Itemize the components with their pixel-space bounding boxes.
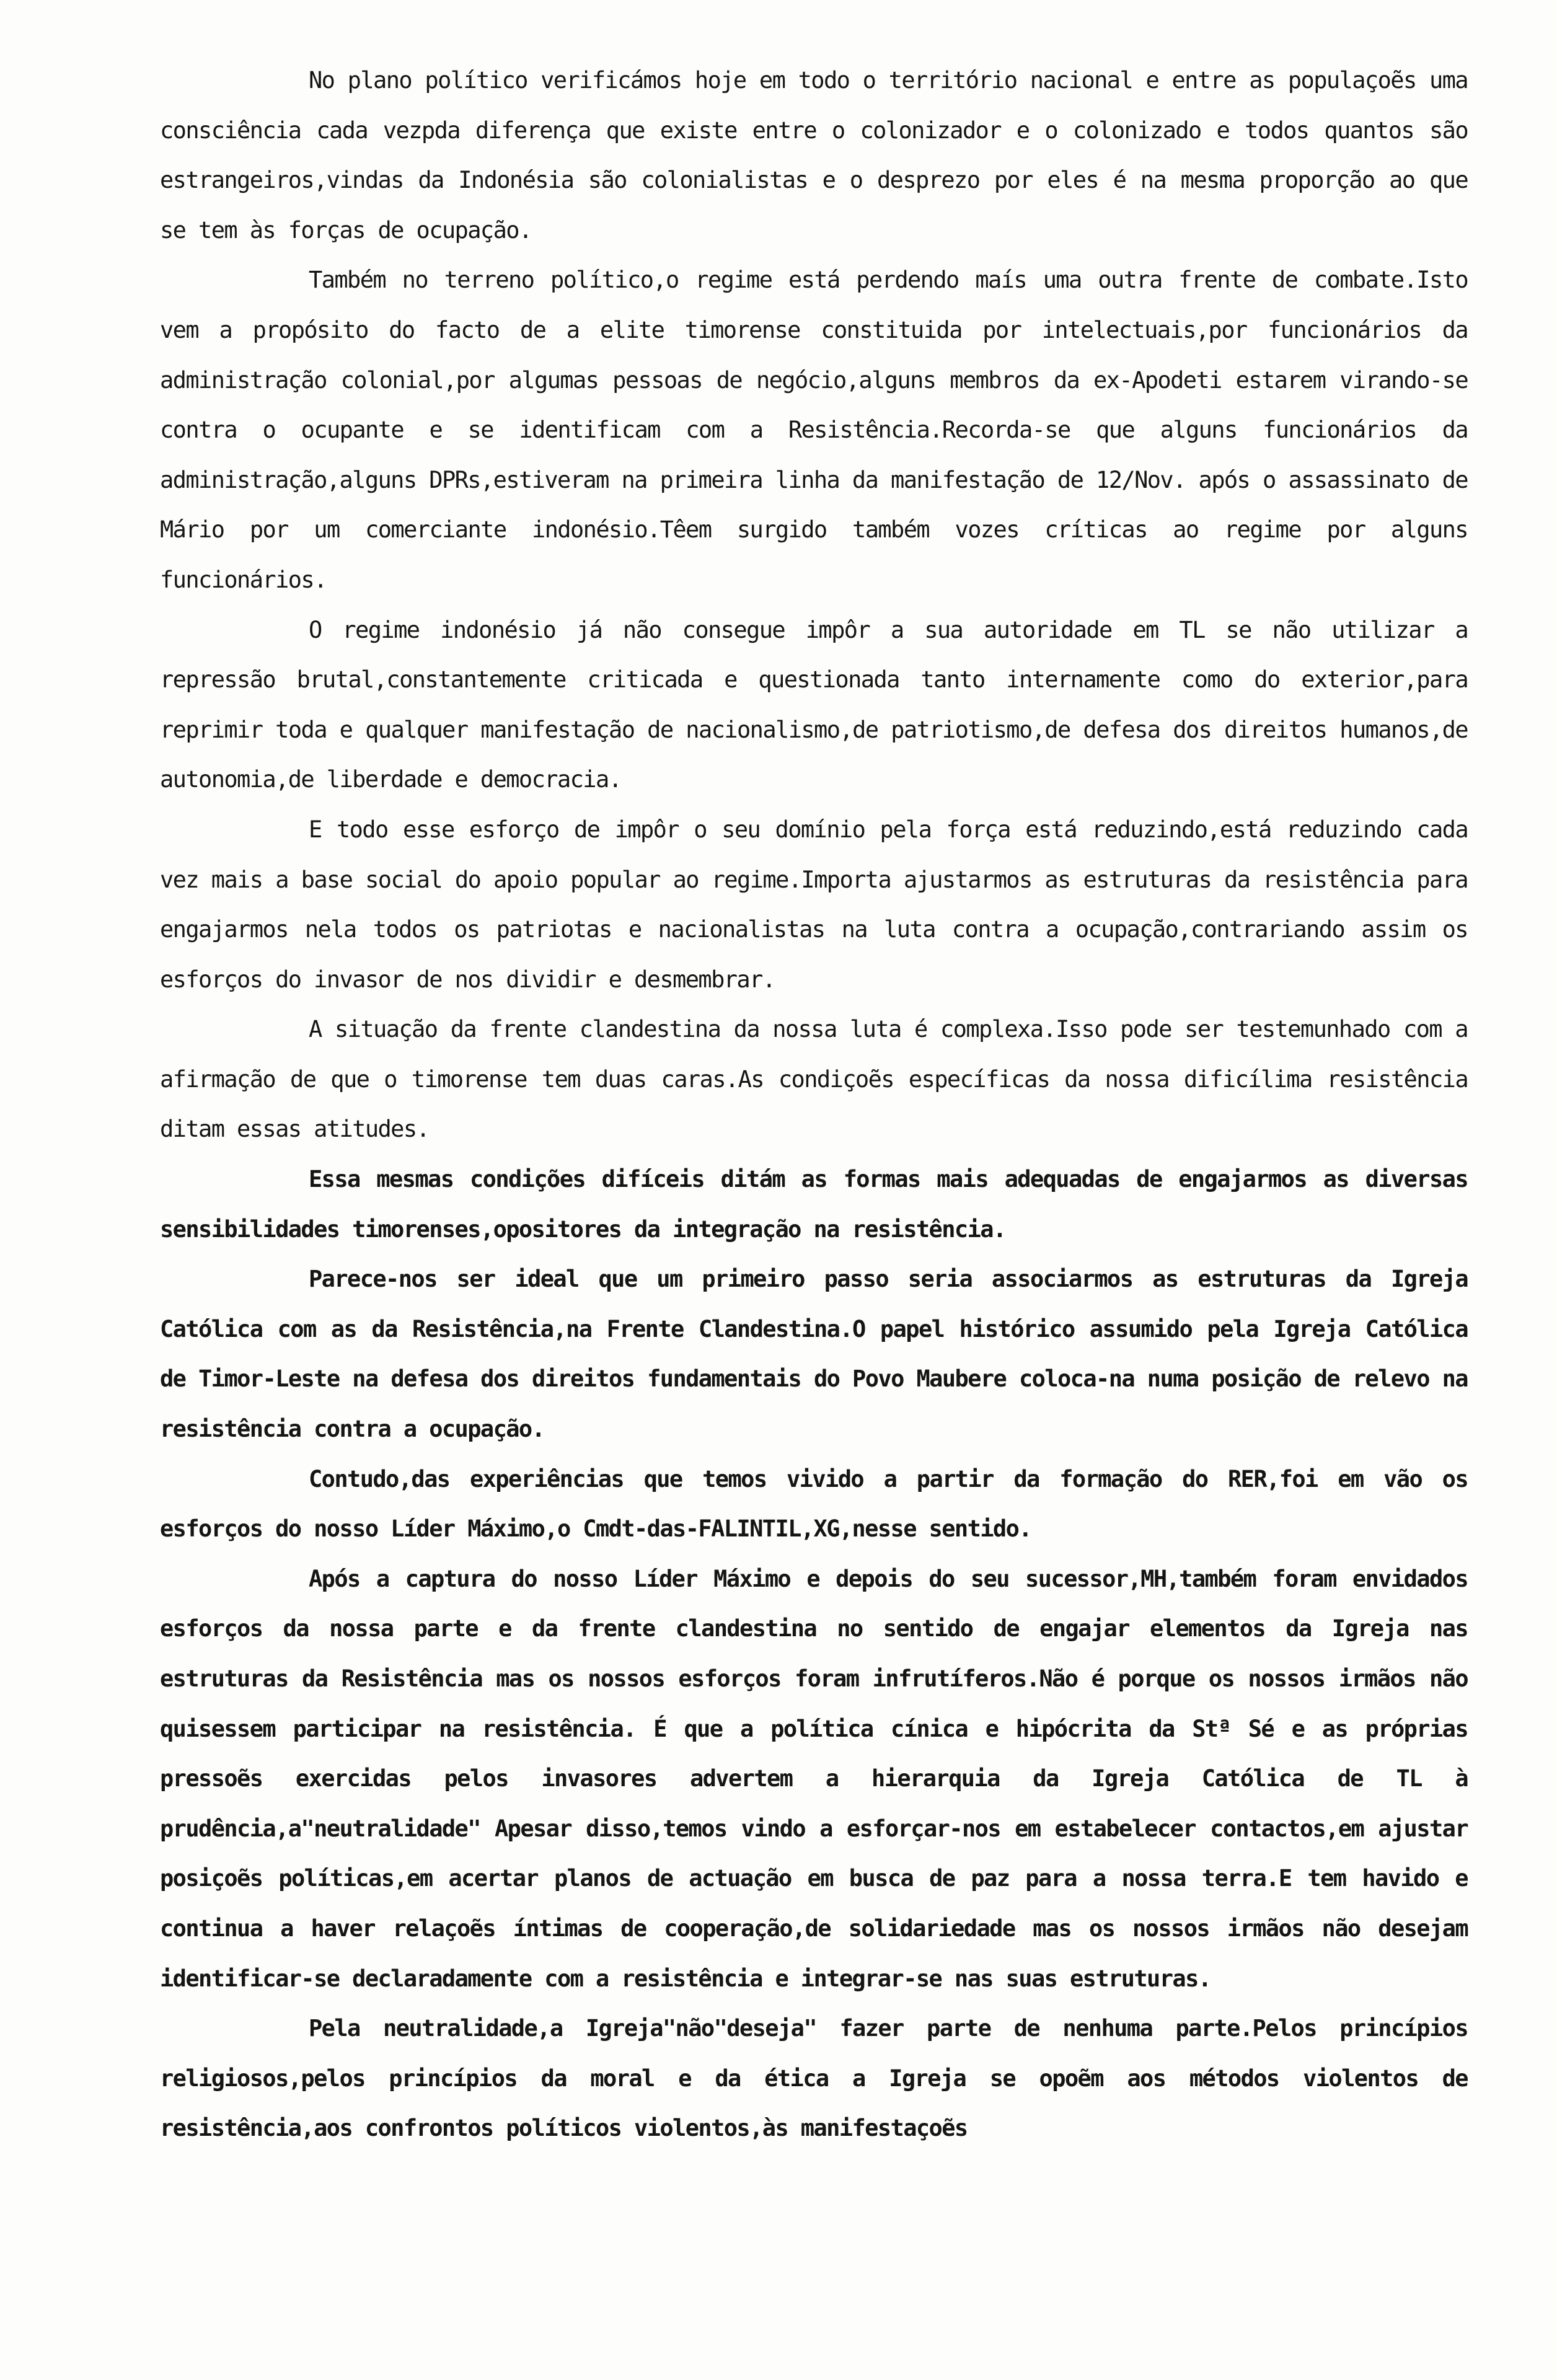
paragraph-neutrality: Pela neutralidade,a Igreja"não"deseja" fazer parte de nenhuma parte.Pelos princípios religiosos,pelos princípios da moral e da ética a Igreja se opoẽm aos métodos violentos de resistência,aos confrontos políticos violentos,às manifestaçoẽs (160, 2015, 1468, 2142)
paragraph-repression: O regime indonésio já não consegue impôr a sua autoridade em TL se não utilizar a repressão brutal,constantemente criticada e questionada tanto internamente como do exterior,para reprimir toda e qualquer manifestação de nacionalismo,de patriotismo,de defesa dos direitos humanos,de autonomia,de liberdade e democracia. (160, 616, 1468, 793)
paragraph-social-base: E todo esse esforço de impôr o seu domínio pela força está reduzindo,está reduzindo cada vez mais a base social do apoio popular ao regime.Importa ajustarmos as estruturas da resistência para engajarmos nela todos os patriotas e nacionalistas na luta contra a ocupação,contrariando assim os esforços do invasor de nos dividir e desmembrar. (160, 816, 1468, 993)
paragraph-elite-turning: Também no terreno político,o regime está perdendo maís uma outra frente de combate.Isto vem a propósito do facto de a elite timorense constituida por intelectuais,por funcionários da administração colonial,por algumas pessoas de negócio,alguns membros da ex-Apodeti estarem virando-se contra o ocupante e se identificam com a Resistência.Recorda-se que alguns funcionários da administração,alguns DPRs,estiveram na primeira linha da manifestação de 12/Nov. após o assassinato de Mário por um comerciante indonésio.Têem surgido também vozes críticas ao regime por alguns funcionários. (160, 267, 1468, 593)
paragraph-rer-experience: Contudo,das experiências que temos vivido a partir da formação do RER,foi em vão os esforços do nosso Líder Máximo,o Cmdt-das-FALINTIL,XG,nesse sentido. (160, 1465, 1468, 1543)
paragraph-catholic-church: Parece-nos ser ideal que um primeiro passo seria associarmos as estruturas da Igreja Católica com as da Resistência,na Frente Clandestina.O papel histórico assumido pela Igreja Católica de Timor-Leste na defesa dos direitos fundamentais do Povo Maubere coloca-na numa posição de relevo na resistência contra a ocupação. (160, 1266, 1468, 1443)
paragraph-political-awareness: No plano político verificámos hoje em todo o território nacional e entre as populaçoẽs uma consciência cada vezpda diferença que existe entre o colonizador e o colonizado e todos quantos são estrangeiros,vindas da Indonésia são colonialistas e o desprezo por eles é na mesma proporção ao que se tem às forças de ocupação. (160, 67, 1468, 244)
paragraph-capture-efforts: Após a captura do nosso Líder Máximo e depois do seu sucessor,MH,também foram envidados esforços da nossa parte e da frente clandestina no sentido de engajar elementos da Igreja nas estruturas da Resistência mas os nossos esforços foram infrutíferos.Não é porque os nossos irmãos não quisessem participar na resistência. É que a política cínica e hipócrita da Stª Sé e as próprias pressoẽs exercidas pelos invasores advertem a hierarquia da Igreja Católica de TL à prudência,a"neutralidade" Apesar disso,temos vindo a esforçar-nos em estabelecer contactos,em ajustar posiçoẽs políticas,em acertar planos de actuação em busca de paz para a nossa terra.E tem havido e continua a haver relaçoẽs íntimas de cooperação,de solidariedade mas os nossos irmãos não desejam identificar-se declaradamente com a resistência e integrar-se nas suas estruturas. (160, 1565, 1468, 1992)
typed-text-body (160, 56, 1468, 2154)
paragraph-clandestine-front: A situação da frente clandestina da nossa luta é complexa.Isso pode ser testemunhado com a afirmação de que o timorense tem duas caras.As condiçoẽs específicas da nossa dificílima resistência ditam essas atitudes. (160, 1016, 1468, 1143)
paragraph-difficult-conditions: Essa mesmas condições difíceis ditám as formas mais adequadas de engajarmos as diversas sensibilidades timorenses,opositores da integração na resistência. (160, 1166, 1468, 1243)
